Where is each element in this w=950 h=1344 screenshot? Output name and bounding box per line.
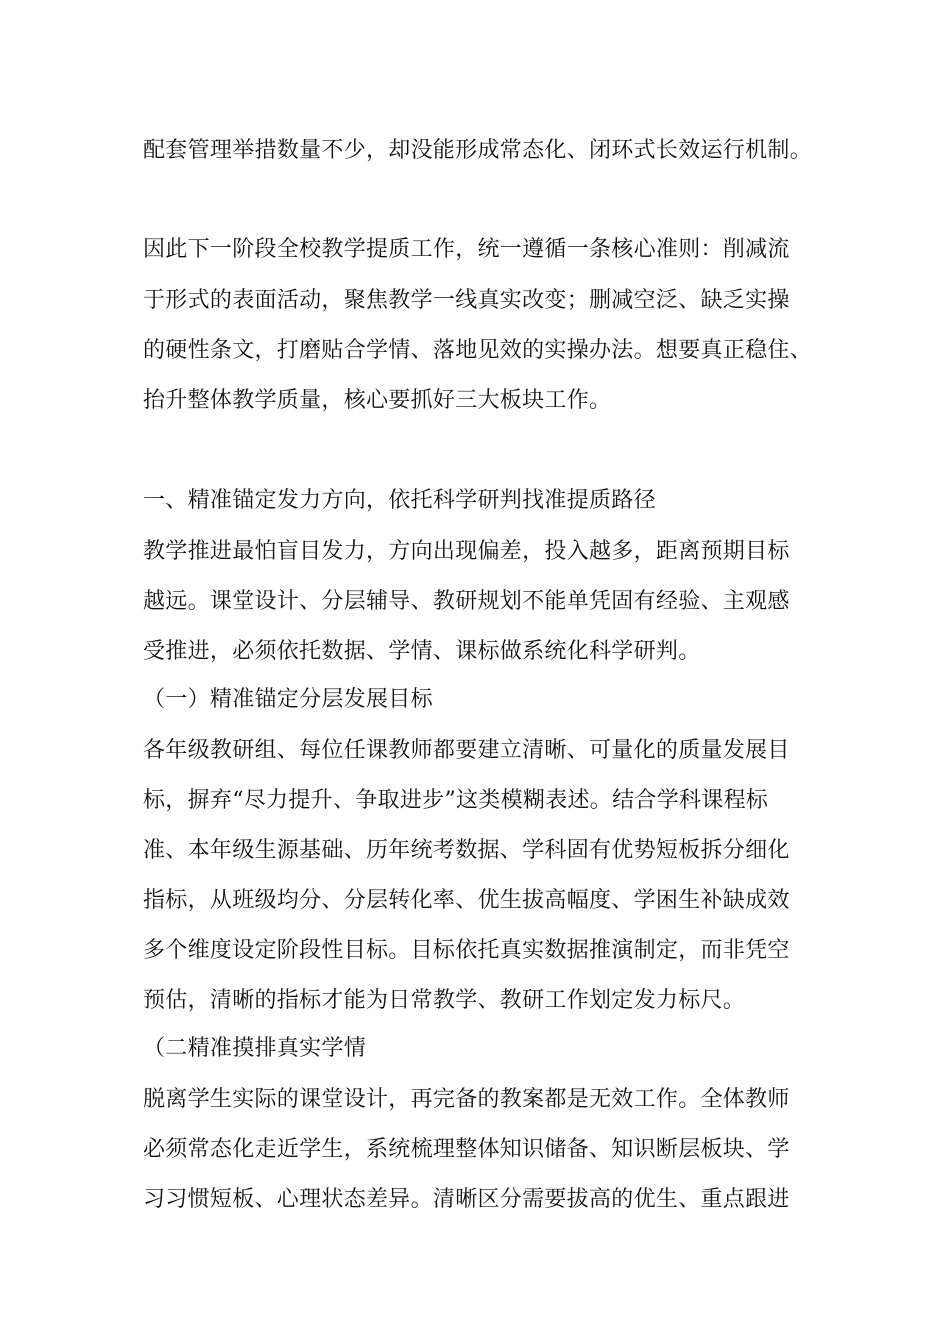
section-heading: 一、精准锚定发力方向，依托科学研判找准提质路径 (143, 488, 656, 513)
paragraph-line: 教学推进最怕盲目发力，方向出现偏差，投入越多，距离预期目标 (143, 539, 790, 564)
paragraph-line: 标，摒弃“尽力提升、争取进步”这类模糊表述。结合学科课程标 (143, 788, 769, 813)
paragraph-line: 越远。课堂设计、分层辅导、教研规划不能单凭固有经验、主观感 (143, 589, 790, 614)
paragraph-line: 的硬性条文，打磨贴合学情、落地见效的实操办法。想要真正稳住、 (143, 338, 813, 363)
paragraph-line: 各年级教研组、每位任课教师都要建立清晰、可量化的质量发展目 (143, 738, 790, 763)
paragraph-line: 预估，清晰的指标才能为日常教学、教研工作划定发力标尺。 (143, 988, 746, 1013)
subsection-heading: （一）精准锚定分层发展目标 (143, 687, 433, 712)
paragraph-line: 习习惯短板、心理状态差异。清晰区分需要拔高的优生、重点跟进 (143, 1187, 790, 1212)
paragraph-line: 受推进，必须依托数据、学情、课标做系统化科学研判。 (143, 639, 701, 664)
paragraph-line: 配套管理举措数量不少，却没能形成常态化、闭环式长效运行机制。 (143, 138, 813, 163)
paragraph-line: 指标，从班级均分、分层转化率、优生拔高幅度、学困生补缺成效 (143, 888, 790, 913)
paragraph-line: 因此下一阶段全校教学提质工作，统一遵循一条核心准则：削减流 (143, 237, 790, 262)
paragraph-line: 于形式的表面活动，聚焦教学一线真实改变；删减空泛、缺乏实操 (143, 288, 790, 313)
paragraph-line: 脱离学生实际的课堂设计，再完备的教案都是无效工作。全体教师 (143, 1087, 790, 1112)
paragraph-line: 准、本年级生源基础、历年统考数据、学科固有优势短板拆分细化 (143, 838, 790, 863)
paragraph-line: 抬升整体教学质量，核心要抓好三大板块工作。 (143, 388, 612, 413)
paragraph-line: 必须常态化走近学生，系统梳理整体知识储备、知识断层板块、学 (143, 1137, 790, 1162)
paragraph-line: 多个维度设定阶段性目标。目标依托真实数据推演制定，而非凭空 (143, 938, 790, 963)
subsection-heading: （二精准摸排真实学情 (143, 1036, 367, 1061)
